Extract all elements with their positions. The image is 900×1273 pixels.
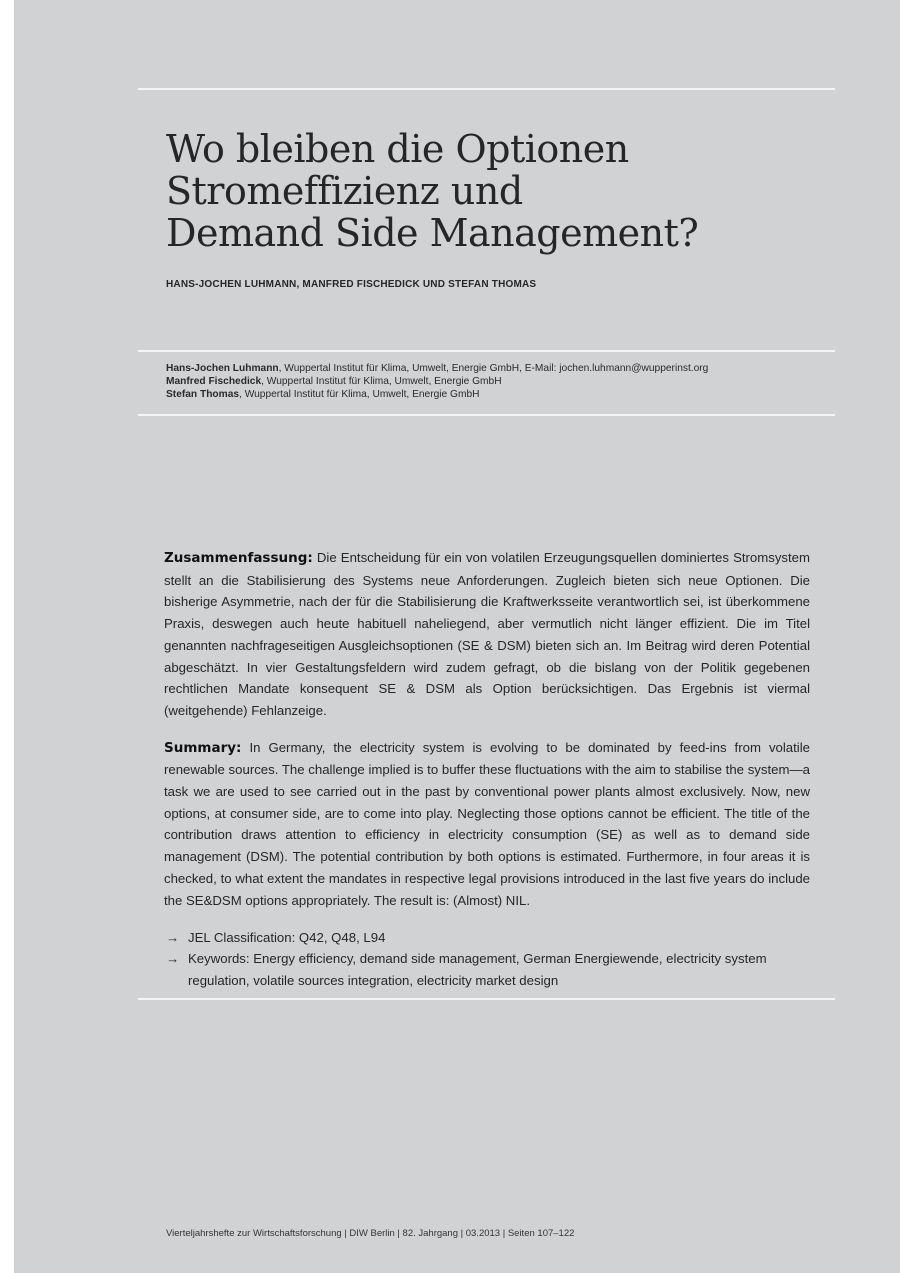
title-line-1: Wo bleiben die Optionen	[166, 127, 629, 171]
summary-label: Summary:	[164, 739, 242, 756]
abstract	[164, 547, 810, 926]
summary-paragraph	[164, 737, 810, 912]
article-title	[166, 128, 806, 254]
keyword-item-jel	[166, 927, 806, 949]
page	[14, 0, 900, 1273]
affiliation-1	[166, 362, 846, 375]
author-affiliation: , Wuppertal Institut für Klima, Umwelt, Energie GmbH	[261, 376, 502, 387]
affiliation-top-rule	[138, 350, 835, 352]
zusammenfassung-paragraph	[164, 547, 810, 722]
keyword-item-keywords	[166, 948, 796, 991]
keyword-text: JEL Classification: Q42, Q48, L94	[188, 930, 386, 945]
right-arrow-icon: →	[166, 951, 180, 966]
right-arrow-icon: →	[166, 930, 180, 945]
bottom-rule	[138, 998, 835, 1000]
journal-footer: Vierteljahrshefte zur Wirtschaftsforschung | DIW Berlin | 82. Jahrgang | 03.2013 | Seiten 107–122	[166, 1228, 575, 1239]
author-affiliation: , Wuppertal Institut für Klima, Umwelt, Energie GmbH, E-Mail: jochen.luhmann@wupperinst.org	[278, 363, 709, 374]
author-name: Hans-Jochen Luhmann	[166, 363, 279, 374]
top-rule	[138, 88, 835, 90]
keyword-text: Keywords: Energy efficiency, demand side management, German Energiewende, electricity system regulation, volatile sources integration, electricity market design	[188, 951, 767, 988]
affiliation-bottom-rule	[138, 414, 835, 416]
title-line-2: Stromeffizienz und	[166, 169, 523, 213]
summary-text: In Germany, the electricity system is evolving to be dominated by feed-ins from volatile renewable sources. The challenge implied is to buffer these fluctuations with the aim to stabilise the system—a task we are used to see carried out in the past by conventional power plants almost exclusively. Now, new options, at consumer side, are to come into play. Neglecting those options cannot be efficient. The title of the contribution draws attention to efficiency in electricity consumption (SE) as well as to demand side management (DSM). The potential contribution by both options is estimated. Furthermore, in four areas it is checked, to what extent the mandates in respective legal provisions introduced in the last five years do include the SE&DSM options appropriately. The result is: (Almost) NIL.	[164, 739, 810, 908]
affiliations	[166, 362, 846, 401]
zusammenfassung-label: Zusammenfassung:	[164, 550, 313, 566]
affiliation-2	[166, 375, 846, 388]
title-line-3: Demand Side Management?	[166, 211, 699, 255]
affiliation-3	[166, 388, 846, 401]
author-name: Stefan Thomas	[166, 389, 240, 400]
zusammenfassung-text: Die Entscheidung für ein von volatilen Erzeugungsquellen dominiertes Stromsystem stellt an die Stabilisierung des Systems neue Anforderungen. Zugleich bieten sich neue Optionen. Die bisherige Asymmetrie, nach der für die Stabilisierung die Kraftwerksseite verantwortlich sei, ist überkommene Praxis, deswegen auch heute habituell naheliegend, aber vermutlich nicht länger effizient. Die im Titel genannten nachfrageseitigen Ausgleichsoptionen (SE & DSM) bieten sich an. Im Beitrag wird deren Potential abgeschätzt. In vier Gestaltungsfeldern wird zudem gefragt, ob die bislang von der Politik gegebenen rechtlichen Mandate konsequent SE & DSM als Option berücksichtigen. Das Ergebnis ist viermal (weitgehende) Fehlanzeige.	[164, 550, 810, 718]
author-name: Manfred Fischedick	[166, 376, 262, 387]
authors-line: HANS-JOCHEN LUHMANN, MANFRED FISCHEDICK UND STEFAN THOMAS	[166, 279, 537, 290]
author-affiliation: , Wuppertal Institut für Klima, Umwelt, Energie GmbH	[239, 389, 480, 400]
